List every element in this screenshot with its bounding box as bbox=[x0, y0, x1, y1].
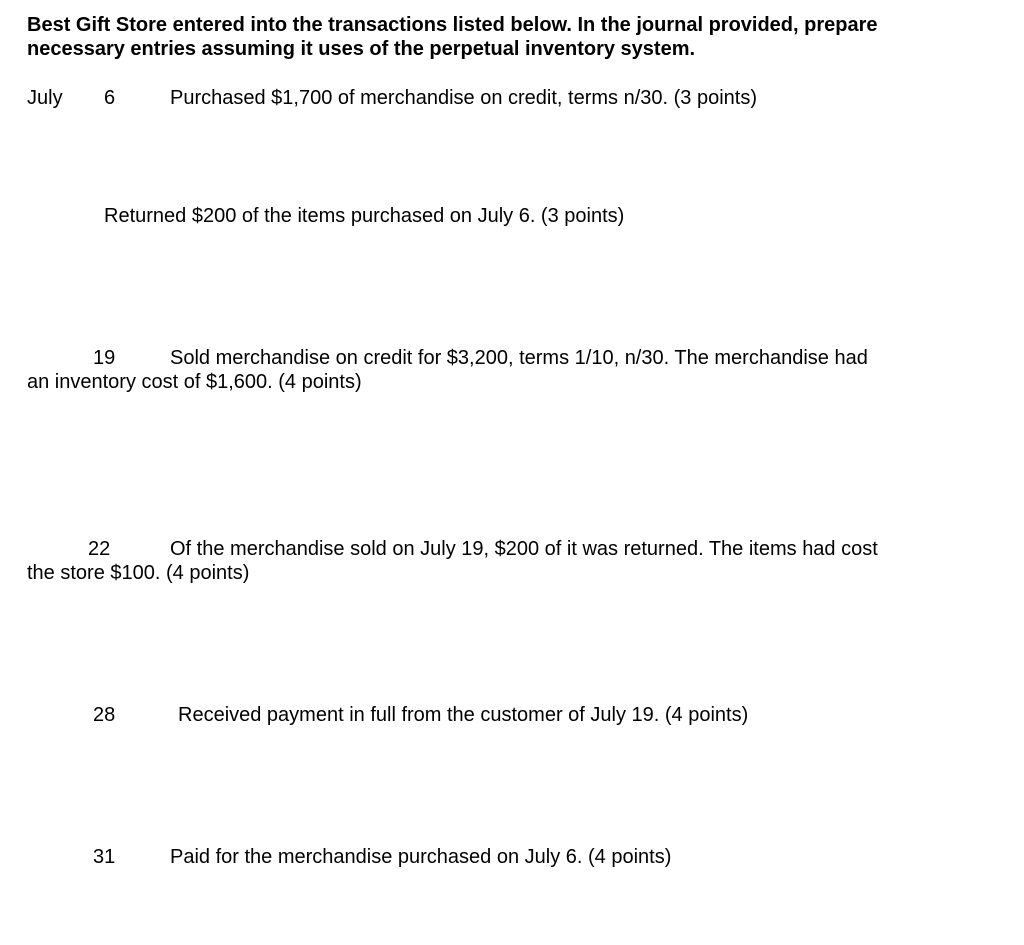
transaction-day: 22 bbox=[88, 538, 111, 560]
transaction-text: Returned $200 of the items purchased on July 6. (3 points) bbox=[104, 205, 625, 227]
transaction-text: Of the merchandise sold on July 19, $200 of it was returned. The items had cost bbox=[170, 538, 878, 560]
transaction-text: Sold merchandise on credit for $3,200, terms 1/10, n/30. The merchandise had bbox=[170, 347, 868, 369]
transaction-text: Received payment in full from the customer of July 19. (4 points) bbox=[178, 704, 749, 726]
transaction-text-continued: the store $100. (4 points) bbox=[27, 562, 250, 584]
transaction-day: 19 bbox=[93, 347, 116, 369]
transaction-month: July bbox=[27, 87, 63, 109]
heading-line-2: necessary entries assuming it uses of the perpetual inventory system. bbox=[27, 38, 696, 60]
transaction-text: Paid for the merchandise purchased on July 6. (4 points) bbox=[170, 846, 672, 868]
transaction-day: 6 bbox=[104, 87, 116, 109]
transaction-text-continued: an inventory cost of $1,600. (4 points) bbox=[27, 371, 362, 393]
transaction-text: Purchased $1,700 of merchandise on credit, terms n/30. (3 points) bbox=[170, 87, 757, 109]
heading-line-1: Best Gift Store entered into the transactions listed below. In the journal provided, prepare bbox=[27, 14, 878, 36]
transaction-day: 31 bbox=[93, 846, 116, 868]
transaction-day: 28 bbox=[93, 704, 116, 726]
